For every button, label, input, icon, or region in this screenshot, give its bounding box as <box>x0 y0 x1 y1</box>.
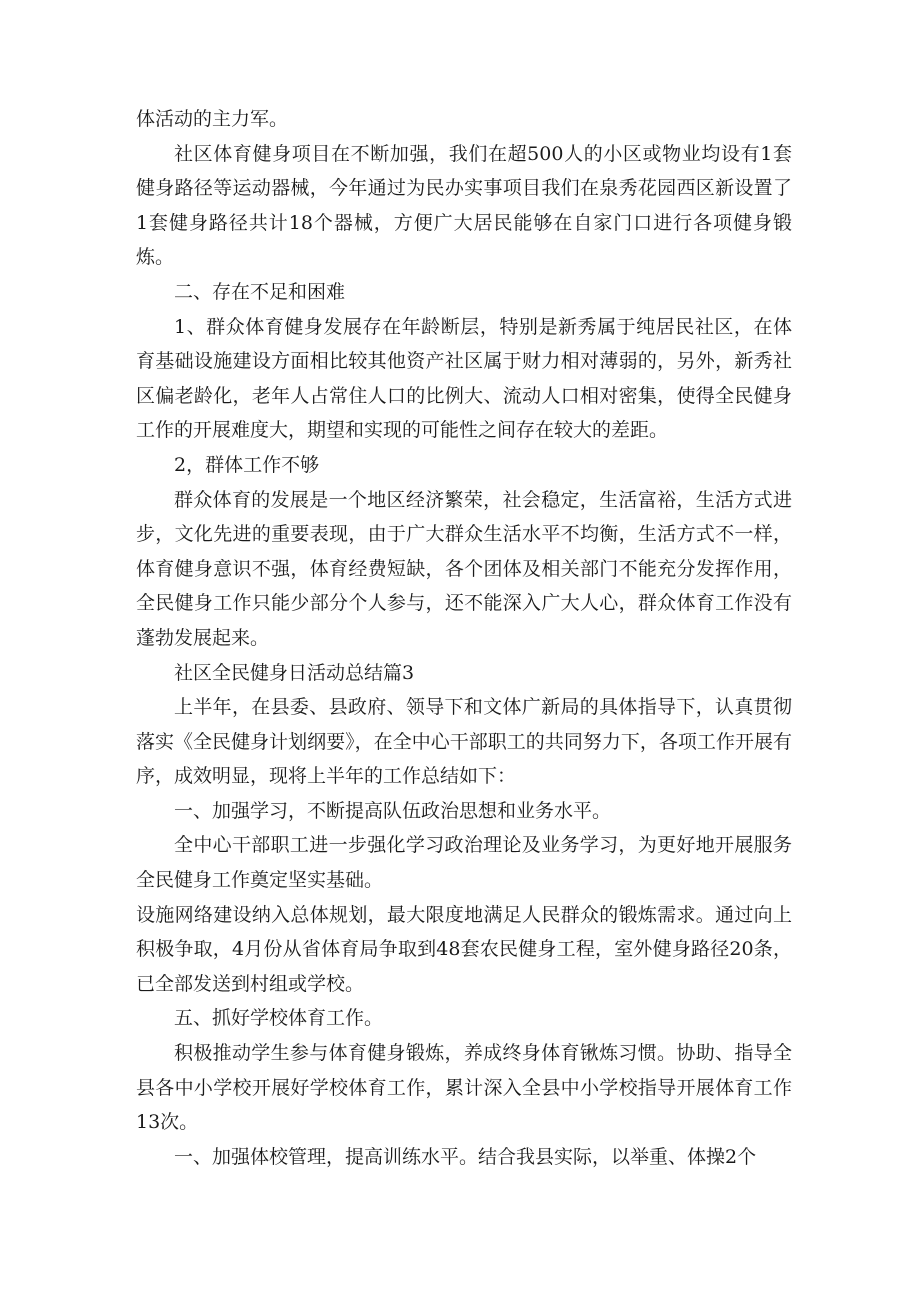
article-title-7: 社区全民健身日活动总结篇3 <box>174 661 415 684</box>
document-body <box>136 102 792 1174</box>
paragraph-10: 全中心干部职工进一步强化学习政治理论及业务学习，为更好地开展服务全民健身工作奠定坚实基础。 <box>136 834 792 892</box>
paragraph-4: 1、群众体育健身发展存在年龄断层，特别是新秀属于纯居民社区，在体育基础设施建设方面相比较其他资产社区属于财力相对薄弱的，另外，新秀社区偏老龄化，老年人占常住人口的比例大、流动人口相对密集，使得全民健身工作的开展难度大，期望和实现的可能性之间存在较大的差距。 <box>136 315 792 442</box>
section-heading-9: 一、加强学习，不断提高队伍政治思想和业务水平。 <box>174 799 612 822</box>
paragraph-13: 积极推动学生参与体育健身锻炼，养成终身体育锹炼习惯。协助、指导全县各中小学校开展好学校体育工作，累计深入全县中小学校指导开展体育工作13次。 <box>136 1042 792 1134</box>
subheading-5: 2，群体工作不够 <box>174 453 320 476</box>
section-heading-12: 五、抓好学校体育工作。 <box>174 1007 384 1030</box>
section-heading-2: 二、存在不足和困难 <box>174 280 346 303</box>
paragraph-11: 设施网络建设纳入总体规划，最大限度地满足人民群众的锻炼需求。通过向上积极争取，4月份从省体育局争取到48套农民健身工程，室外健身路径20条，已全部发送到村组或学校。 <box>136 903 792 995</box>
paragraph-6: 群众体育的发展是一个地区经济繁荣，社会稳定，生活富裕，生活方式进步，文化先进的重要表现，由于广大群众生活水平不均衡，生活方式不一样，体育健身意识不强，体育经费短缺，各个团体及相关部门不能充分发挥作用，全民健身工作只能少部分个人参与，还不能深入广大人心，群众体育工作没有蓬勃发展起来。 <box>136 488 792 649</box>
paragraph-1: 体活动的主力军。 <box>136 108 289 130</box>
paragraph-14: 一、加强体校管理，提高训练水平。结合我县实际，以举重、体操2个 <box>174 1145 757 1168</box>
paragraph-8: 上半年，在县委、县政府、领导下和文体广新局的具体指导下，认真贯彻落实《全民健身计划纲要》，在全中心干部职工的共同努力下，各项工作开展有序，成效明显，现将上半年的工作总结如下： <box>136 696 792 788</box>
paragraph-2: 社区体育健身项目在不断加强，我们在超500人的小区或物业均设有1套健身路径等运动器械，今年通过为民办实事项目我们在泉秀花园西区新设置了1套健身路径共计18个器械，方便广大居民能够在自家门口进行各项健身锻炼。 <box>136 142 792 269</box>
